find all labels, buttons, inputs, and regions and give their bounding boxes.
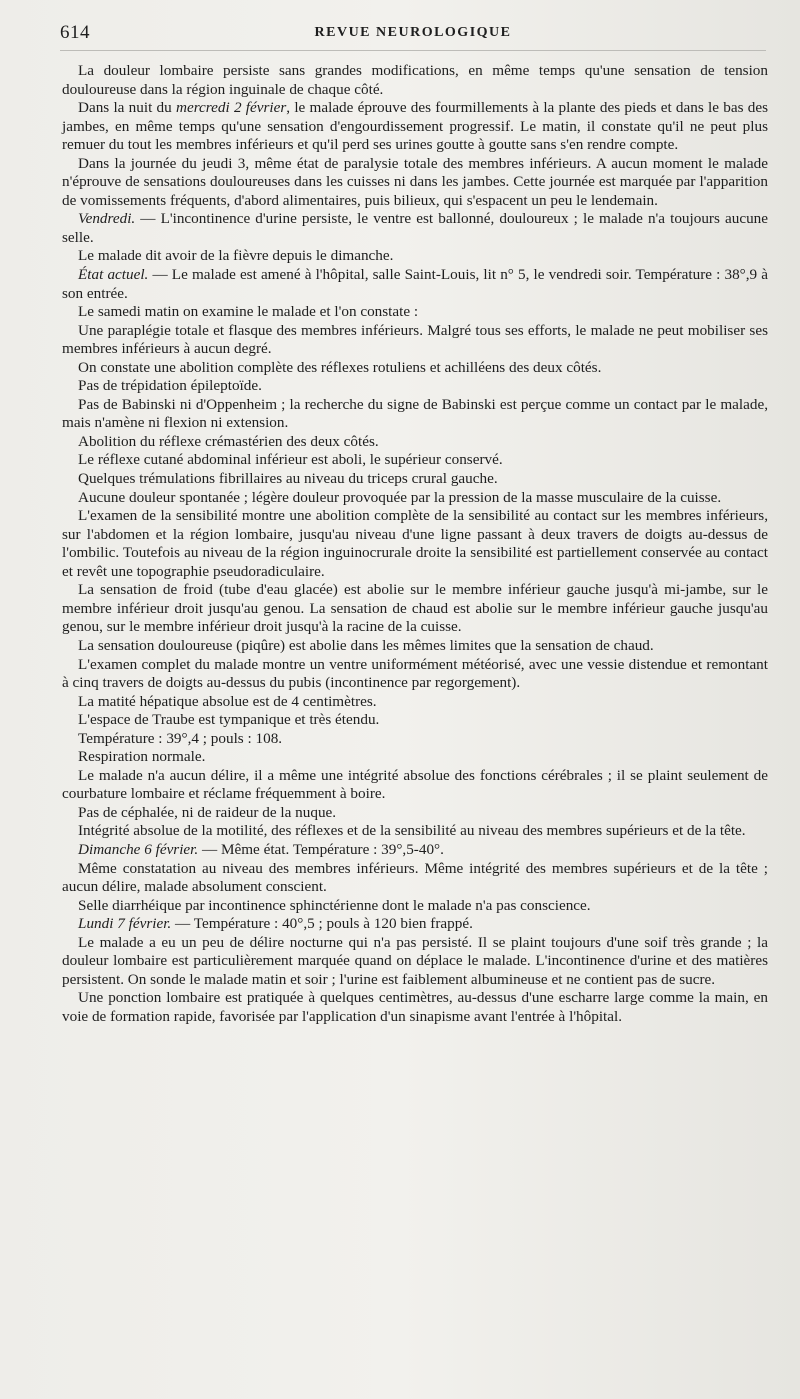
paragraph bbox=[62, 377, 768, 396]
paragraph-text: — Même état. Température : 39°,5-40°. bbox=[198, 840, 444, 858]
paragraph bbox=[62, 396, 768, 433]
paragraph bbox=[62, 322, 768, 359]
paragraph bbox=[62, 303, 768, 322]
paragraph-text: La sensation douloureuse (piqûre) est abolie dans les mêmes limites que la sensation de chaud. bbox=[78, 636, 654, 654]
paragraph-text: Intégrité absolue de la motilité, des réflexes et de la sensibilité au niveau des membres supérieurs et de la tête. bbox=[78, 822, 746, 840]
paragraph bbox=[62, 989, 768, 1026]
paragraph bbox=[62, 470, 768, 489]
paragraph bbox=[62, 693, 768, 712]
paragraph-italic: Lundi 7 février. bbox=[78, 915, 172, 933]
paragraph bbox=[62, 711, 768, 730]
paragraph-text: Le malade dit avoir de la fièvre depuis le dimanche. bbox=[78, 247, 394, 265]
paragraph bbox=[62, 860, 768, 897]
paragraph-text: Température : 39°,4 ; pouls : 108. bbox=[78, 729, 283, 747]
paragraph bbox=[62, 489, 768, 508]
paragraph-text: La douleur lombaire persiste sans grandes modifications, en même temps qu'une sensation de tension douloureuse dans la région inguinale de chaque côté. bbox=[62, 62, 768, 98]
paragraph bbox=[62, 730, 768, 749]
running-title: REVUE NEUROLOGIQUE bbox=[314, 25, 512, 40]
paragraph-text: On constate une abolition complète des réflexes rotuliens et achilléens des deux côtés. bbox=[78, 358, 602, 376]
paragraph-text: La sensation de froid (tube d'eau glacée) est abolie sur le membre inférieur gauche jusqu'à mi-jambe, sur le membre inférieur droit jusqu'au genou. La sensation de chaud est abolie sur le membre inférieur gauche jusqu'au genou, sur le membre inférieur droit jusqu'à la racine de la cuisse. bbox=[62, 581, 768, 636]
paragraph-text: Une paraplégie totale et flasque des membres inférieurs. Malgré tous ses efforts, le malade ne peut mobiliser ses membres inférieurs à aucun degré. bbox=[62, 321, 768, 358]
paragraph-lead: Dans la nuit du bbox=[78, 99, 176, 117]
paragraph-text: Abolition du réflexe crémastérien des deux côtés. bbox=[78, 432, 379, 450]
paragraph bbox=[62, 934, 768, 990]
paragraph bbox=[62, 507, 768, 581]
paragraph bbox=[62, 62, 768, 99]
paragraph bbox=[62, 767, 768, 804]
paragraph bbox=[62, 804, 768, 823]
paragraph bbox=[62, 451, 768, 470]
paragraph-italic: mercredi 2 février bbox=[176, 99, 287, 117]
paragraph bbox=[62, 841, 768, 860]
paragraph-text: Le malade n'a aucun délire, il a même une intégrité absolue des fonctions cérébrales ; il se plaint seulement de courbature lombaire et réclame fréquemment à boire. bbox=[62, 766, 768, 803]
paragraph-text: Aucune douleur spontanée ; légère douleur provoquée par la pression de la masse musculaire de la cuisse. bbox=[78, 488, 722, 506]
paragraph-text: Selle diarrhéique par incontinence sphinctérienne dont le malade n'a pas conscience. bbox=[78, 896, 591, 914]
paragraph bbox=[62, 581, 768, 637]
paragraph-text: La matité hépatique absolue est de 4 centimètres. bbox=[78, 692, 377, 710]
paragraph bbox=[62, 897, 768, 916]
paragraph-text: Le malade a eu un peu de délire nocturne qui n'a pas persisté. Il se plaint toujours d'une soif très grande ; la douleur lombaire est particulièrement marquée quand on déplace le malade. L'incontinence d'urine et des matières persistent. On sonde le malade matin et soir ; l'urine est faiblement albumineuse et ne contient pas de sucre. bbox=[62, 933, 768, 988]
paragraph bbox=[62, 99, 768, 155]
paragraph-text: L'examen complet du malade montre un ventre uniformément météorisé, avec une vessie distendue et remontant à cinq travers de doigts au-dessus du pubis (incontinence par regorgement). bbox=[62, 655, 768, 692]
paragraph bbox=[62, 359, 768, 378]
paragraph-text: Une ponction lombaire est pratiquée à quelques centimètres, au-dessus d'une escharre large comme la main, en voie de formation rapide, favorisée par l'application d'un sinapisme avant l'entrée à l'hôpital. bbox=[62, 989, 768, 1025]
article-body bbox=[62, 62, 768, 1026]
paragraph-text: Quelques trémulations fibrillaires au niveau du triceps crural gauche. bbox=[78, 470, 498, 488]
paragraph-text: L'espace de Traube est tympanique et très étendu. bbox=[78, 711, 380, 729]
paragraph bbox=[62, 210, 768, 247]
paragraph-text: L'examen de la sensibilité montre une abolition complète de la sensibilité au contact sur les membres inférieurs, sur l'abdomen et la région lombaire, jusqu'au niveau d'une ligne passant à deux travers de doigts au-dessus de l'ombilic. Toutefois au niveau de la région inguinocrurale droite la sensibilité est partiellement conservée au contact et revêt une topographie pseudoradiculaire. bbox=[62, 507, 768, 580]
page-header bbox=[60, 22, 766, 46]
header-rule bbox=[60, 50, 766, 51]
paragraph-text: — L'incontinence d'urine persiste, le ventre est ballonné, douloureux ; le malade n'a toujours aucune selle. bbox=[62, 210, 768, 246]
paragraph-italic: Dimanche 6 février. bbox=[78, 840, 199, 858]
paragraph-text: Respiration normale. bbox=[78, 748, 206, 766]
paragraph-italic: Vendredi. bbox=[78, 210, 136, 228]
paragraph bbox=[62, 155, 768, 211]
paragraph bbox=[62, 748, 768, 767]
paragraph-text: — Température : 40°,5 ; pouls à 120 bien frappé. bbox=[171, 915, 473, 933]
paragraph-text: Même constatation au niveau des membres inférieurs. Même intégrité des membres supérieurs et de la tête ; aucun délire, malade absolument conscient. bbox=[62, 859, 768, 896]
paragraph-text: Pas de trépidation épileptoïde. bbox=[78, 377, 262, 395]
paragraph-italic: État actuel. bbox=[78, 266, 149, 284]
paragraph-text: Le samedi matin on examine le malade et l'on constate : bbox=[78, 303, 419, 321]
paragraph bbox=[62, 247, 768, 266]
page-number: 614 bbox=[60, 22, 90, 43]
paragraph-text: Dans la journée du jeudi 3, même état de paralysie totale des membres inférieurs. A aucun moment le malade n'éprouve de sensations douloureuses dans les cuisses ni dans les jambes. Cette journée est marquée par l'apparition de vomissements fréquents, d'abord alimentaires, puis bilieux, qui s'espacent un peu le lendemain. bbox=[62, 154, 768, 209]
paragraph-text: , le malade éprouve des fourmillements à la plante des pieds et dans le bas des jambes, en même temps qu'une sensation d'engourdissement progressif. Le matin, il constate qu'il ne peut plus remuer du tout les membres inférieurs et qu'il perd ses urines goutte à goutte sans s'en rendre compte. bbox=[62, 99, 768, 154]
paragraph-text: — Le malade est amené à l'hôpital, salle Saint-Louis, lit n° 5, le vendredi soir. Température : 38°,9 à son entrée. bbox=[62, 266, 769, 302]
paragraph-text: Pas de Babinski ni d'Oppenheim ; la recherche du signe de Babinski est perçue comme un contact par le malade, mais n'amène ni flexion ni extension. bbox=[62, 395, 768, 432]
paragraph bbox=[62, 656, 768, 693]
paragraph bbox=[62, 915, 768, 934]
paragraph-text: Pas de céphalée, ni de raideur de la nuque. bbox=[78, 803, 337, 821]
paragraph bbox=[62, 822, 768, 841]
paragraph-text: Le réflexe cutané abdominal inférieur est aboli, le supérieur conservé. bbox=[78, 451, 503, 469]
paragraph bbox=[62, 266, 768, 303]
paragraph bbox=[62, 637, 768, 656]
paragraph bbox=[62, 433, 768, 452]
